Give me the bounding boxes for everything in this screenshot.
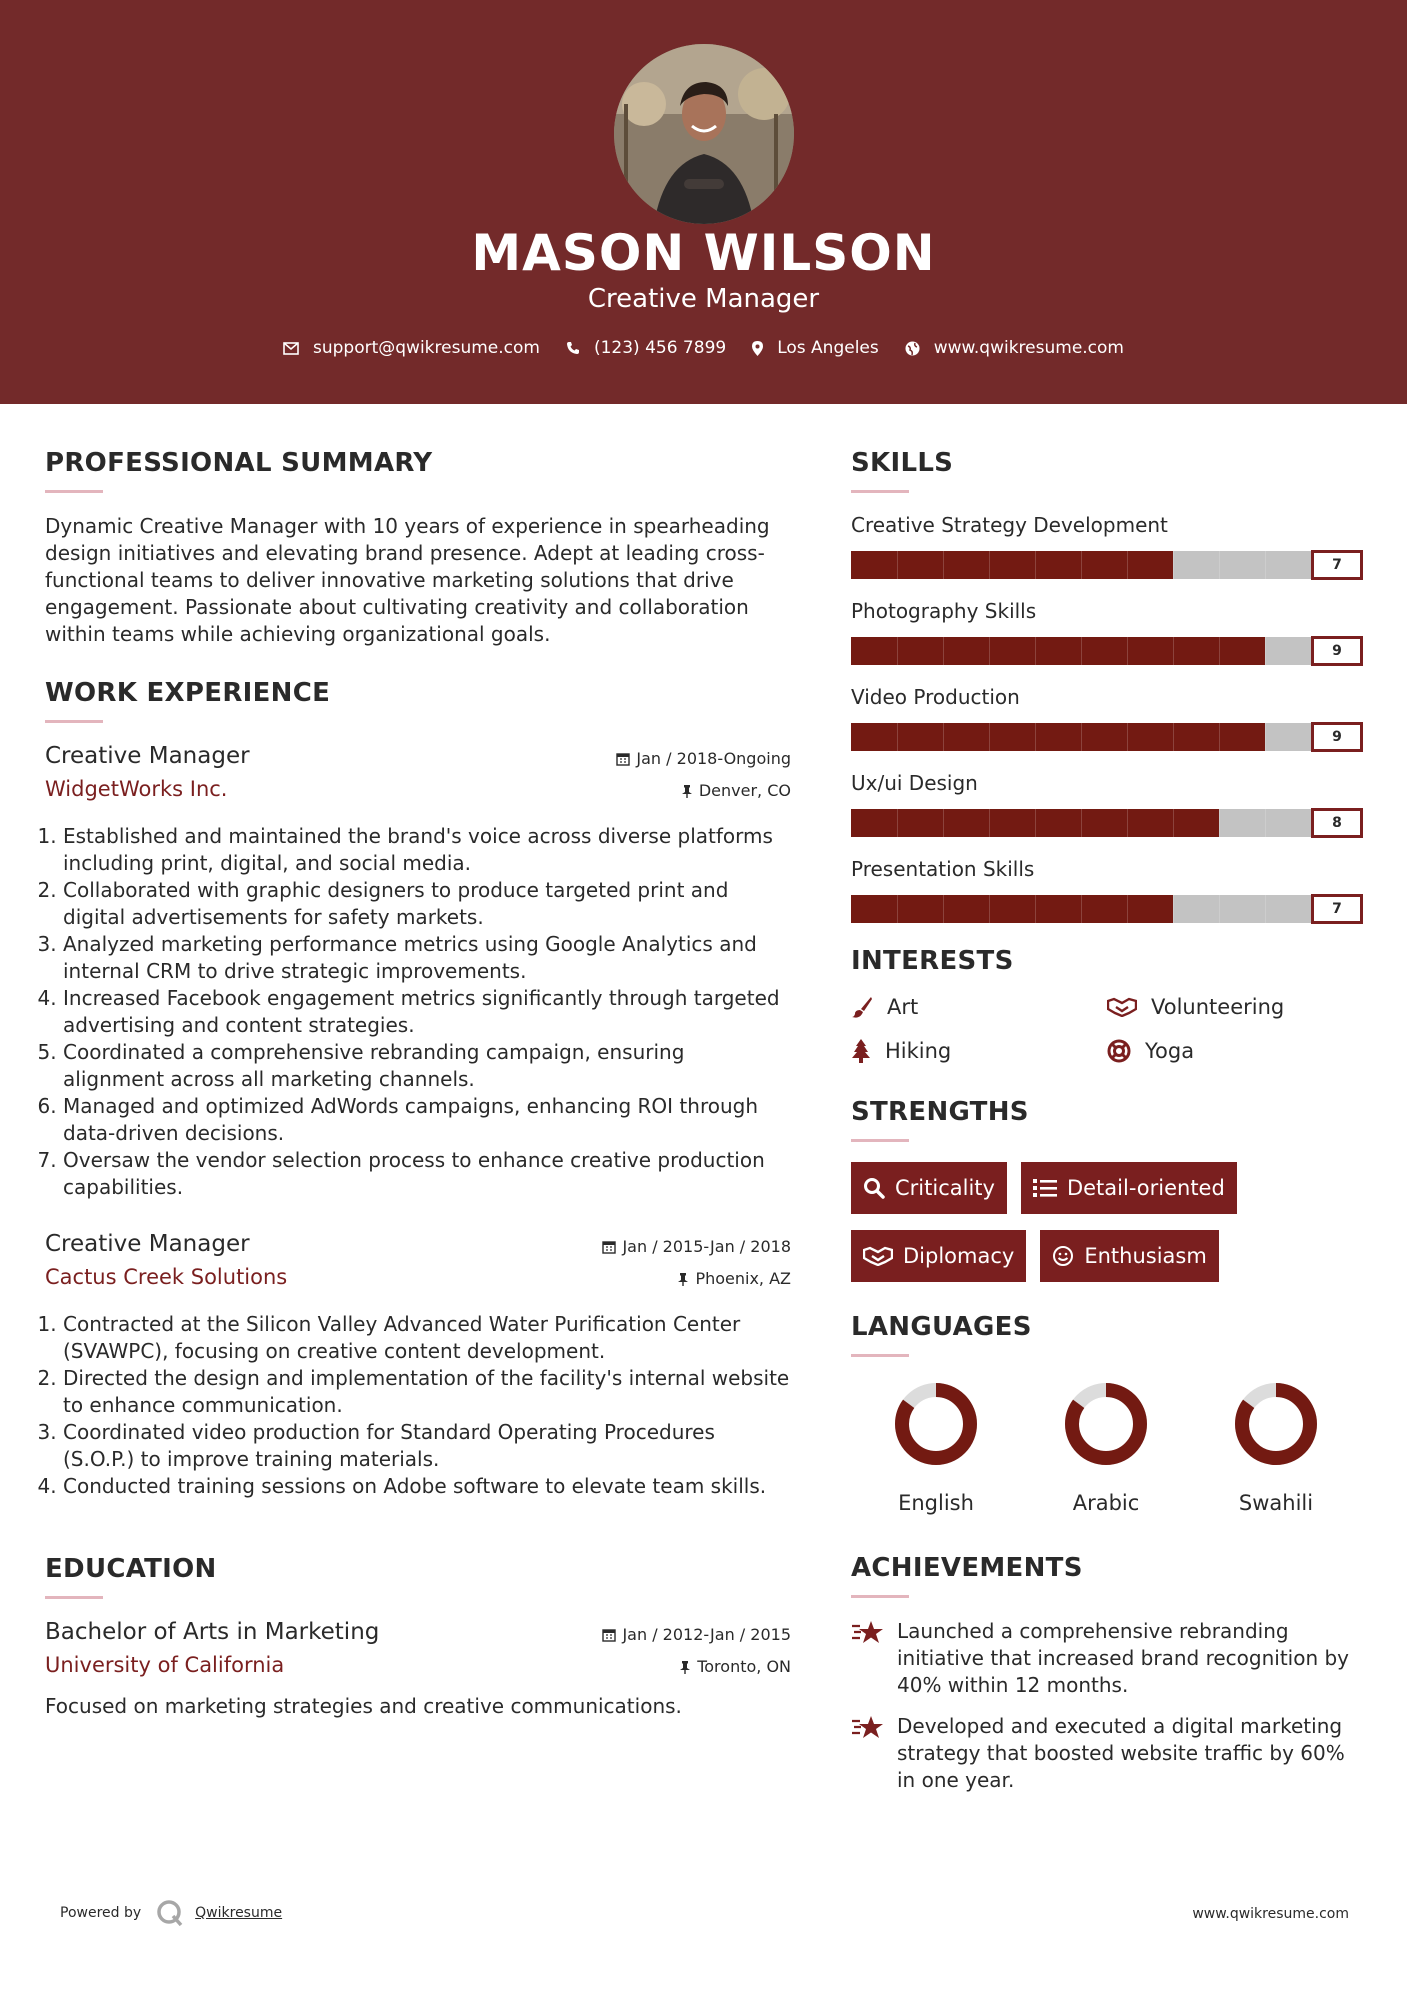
achievement-item — [851, 1713, 1365, 1794]
job-location — [602, 1263, 791, 1295]
skills-section — [851, 448, 1365, 924]
job-duty: 3. Coordinated video production for Standard Operating Procedures (S.O.P.) to improve training materials. — [63, 1419, 791, 1473]
strength-tag — [851, 1162, 1007, 1214]
education-title: EDUCATION — [45, 1554, 217, 1584]
candidate-role: Creative Manager — [587, 284, 820, 314]
job-duty: 3. Analyzed marketing performance metrics using Google Analytics and internal CRM to drive strategic improvements. — [63, 931, 791, 985]
skill-bar-divider — [943, 895, 944, 923]
experience-section — [45, 678, 791, 1500]
star-icon — [851, 1715, 885, 1741]
summary-text: Dynamic Creative Manager with 10 years of experience in spearheading design initiatives and elevating brand presence. Adept at leading cross-functional teams to deliver innovative marketing solutions that drive engagement. Passionate about cultivating creativity and collaboration within teams while achieving organizational goals. — [45, 514, 770, 646]
skill-bar-track — [851, 895, 1311, 923]
location-pin-icon — [752, 341, 763, 356]
skill-bar-divider — [1035, 809, 1036, 837]
job-location-text: Phoenix, AZ — [695, 1269, 791, 1288]
skill-bar — [851, 808, 1365, 838]
job-entry — [45, 743, 791, 1201]
languages-title: LANGUAGES — [851, 1312, 1032, 1342]
experience-title: WORK EXPERIENCE — [45, 678, 331, 708]
section-underline — [45, 720, 103, 723]
language-label: English — [898, 1491, 974, 1515]
pushpin-icon — [677, 1272, 689, 1286]
strength-tag — [1021, 1162, 1237, 1214]
contact-website[interactable] — [905, 338, 1124, 358]
job-duty: 1. Established and maintained the brand's voice across diverse platforms including print, digital, and social media. — [63, 823, 791, 877]
education-location-text: Toronto, ON — [697, 1657, 791, 1676]
education-text: Focused on marketing strategies and creative communications. — [45, 1694, 682, 1718]
strength-label: Enthusiasm — [1084, 1244, 1207, 1268]
paintbrush-icon — [851, 996, 873, 1018]
skill-bar-divider — [943, 637, 944, 665]
skill-item — [851, 513, 1365, 580]
skill-name: Video Production — [851, 685, 1020, 709]
skill-bar-divider — [1265, 723, 1266, 751]
search-icon — [863, 1177, 885, 1199]
skill-bar-divider — [1035, 551, 1036, 579]
tree-icon — [851, 1039, 871, 1063]
skill-bar-divider — [1081, 637, 1082, 665]
language-label: Swahili — [1238, 1491, 1314, 1515]
strengths-title: STRENGTHS — [851, 1097, 1029, 1127]
skill-bar-divider — [1173, 809, 1174, 837]
skill-bar-divider — [1127, 551, 1128, 579]
strengths-section — [851, 1097, 1365, 1282]
skill-bar-track — [851, 637, 1311, 665]
powered-by-label: Powered by — [60, 1905, 142, 1921]
interest-item — [1107, 995, 1363, 1019]
skill-bar-divider — [897, 895, 898, 923]
skill-bar-divider — [1173, 895, 1174, 923]
skill-bar-divider — [1127, 895, 1128, 923]
job-entry — [45, 1231, 791, 1500]
skill-bar-divider — [1219, 637, 1220, 665]
job-dates — [602, 1231, 791, 1263]
language-donut — [1061, 1379, 1151, 1469]
skill-bar-fill — [851, 637, 1265, 665]
job-duty: 7. Oversaw the vendor selection process to enhance creative production capabilities. — [63, 1147, 791, 1201]
contact-phone[interactable] — [566, 338, 726, 358]
strength-tag — [851, 1230, 1026, 1282]
job-duty: 5. Coordinated a comprehensive rebranding campaign, ensuring alignment across all marketing channels. — [63, 1039, 791, 1093]
interest-item — [1107, 1039, 1363, 1063]
interest-item — [851, 1039, 1107, 1063]
envelope-icon — [283, 342, 299, 355]
education-section — [45, 1554, 791, 1720]
skill-bar-divider — [1035, 895, 1036, 923]
skills-title: SKILLS — [851, 448, 954, 478]
education-location — [602, 1651, 791, 1683]
section-underline — [851, 1595, 909, 1598]
section-underline — [45, 1596, 103, 1599]
skill-bar-divider — [897, 551, 898, 579]
skill-bar-divider — [1173, 551, 1174, 579]
job-duty: 4. Conducted training sessions on Adobe software to elevate team skills. — [63, 1473, 791, 1500]
skill-bar-track — [851, 551, 1311, 579]
right-column — [851, 448, 1365, 1808]
skill-bar-fill — [851, 723, 1265, 751]
school-name: University of California — [45, 1653, 285, 1677]
language-label: Arabic — [1072, 1491, 1140, 1515]
strength-tag — [1040, 1230, 1218, 1282]
skill-bar-divider — [1219, 895, 1220, 923]
interest-label: Volunteering — [1151, 995, 1285, 1019]
skill-bar-divider — [1265, 637, 1266, 665]
skill-bar-divider — [1173, 723, 1174, 751]
education-dates-text: Jan / 2012-Jan / 2015 — [622, 1625, 791, 1644]
languages-list — [851, 1379, 1365, 1515]
contact-website-text: www.qwikresume.com — [933, 338, 1124, 358]
skill-bar-divider — [1219, 723, 1220, 751]
skill-bar-divider — [897, 723, 898, 751]
globe-icon — [905, 341, 920, 356]
interest-item — [851, 995, 1107, 1019]
interests-grid — [851, 995, 1365, 1063]
qwikresume-link[interactable]: Qwikresume — [195, 1905, 283, 1921]
skill-bar-divider — [1219, 809, 1220, 837]
interest-label: Art — [887, 995, 919, 1019]
skill-bar-divider — [989, 723, 990, 751]
languages-section — [851, 1312, 1365, 1515]
skill-bar-divider — [1081, 895, 1082, 923]
skill-bar — [851, 722, 1365, 752]
calendar-icon — [602, 1240, 616, 1254]
skill-bar-fill — [851, 551, 1173, 579]
life-ring-icon — [1107, 1039, 1131, 1063]
summary-title: PROFESSIONAL SUMMARY — [45, 448, 433, 478]
job-company: WidgetWorks Inc. — [45, 777, 228, 801]
pushpin-icon — [679, 1660, 691, 1674]
skill-bar-track — [851, 723, 1311, 751]
strength-label: Diplomacy — [903, 1244, 1015, 1268]
skill-bar-divider — [1127, 723, 1128, 751]
section-underline — [45, 490, 103, 493]
job-duties — [45, 1311, 791, 1500]
list-icon — [1033, 1178, 1057, 1198]
skill-bar-divider — [1265, 809, 1266, 837]
skill-bar-divider — [1081, 551, 1082, 579]
skill-bar-divider — [1219, 551, 1220, 579]
interests-title: INTERESTS — [851, 946, 1014, 976]
achievement-text: Launched a comprehensive rebranding initiative that increased brand recognition by 40% within 12 months. — [897, 1619, 1350, 1697]
handshake-icon — [863, 1246, 893, 1266]
skill-bar-divider — [1265, 551, 1266, 579]
job-title: Creative Manager — [45, 1231, 250, 1257]
skill-name: Presentation Skills — [851, 857, 1035, 881]
skill-bar-divider — [1081, 723, 1082, 751]
degree-title: Bachelor of Arts in Marketing — [45, 1619, 380, 1645]
profile-photo-image — [614, 44, 794, 224]
section-underline — [851, 490, 909, 493]
skill-item — [851, 857, 1365, 924]
achievement-item — [851, 1618, 1365, 1699]
interest-label: Yoga — [1145, 1039, 1195, 1063]
skill-bar-divider — [897, 637, 898, 665]
education-dates — [602, 1619, 791, 1651]
skill-bar-divider — [943, 809, 944, 837]
profile-photo — [614, 44, 794, 224]
skill-level-badge: 9 — [1311, 722, 1363, 752]
skill-bar-divider — [897, 809, 898, 837]
achievement-text: Developed and executed a digital marketing strategy that boosted website traffic by 60% in one year. — [897, 1714, 1345, 1792]
language-item — [1021, 1379, 1191, 1515]
contact-email-text: support@qwikresume.com — [313, 338, 540, 358]
skill-bar-divider — [943, 551, 944, 579]
job-duty: 4. Increased Facebook engagement metrics significantly through targeted advertising and content strategies. — [63, 985, 791, 1039]
skill-bar-divider — [1035, 723, 1036, 751]
phone-icon — [566, 341, 580, 355]
skill-bar — [851, 550, 1365, 580]
skill-name: Creative Strategy Development — [851, 513, 1168, 537]
skill-bar — [851, 636, 1365, 666]
language-item — [1191, 1379, 1361, 1515]
contact-location-text: Los Angeles — [777, 338, 879, 358]
job-company: Cactus Creek Solutions — [45, 1265, 288, 1289]
summary-section — [45, 448, 791, 648]
section-underline — [851, 1139, 909, 1142]
interests-section — [851, 946, 1365, 1063]
calendar-icon — [616, 752, 630, 766]
qwikresume-logo-icon — [155, 1898, 185, 1928]
job-duty: 6. Managed and optimized AdWords campaigns, enhancing ROI through data-driven decisions. — [63, 1093, 791, 1147]
language-item — [851, 1379, 1021, 1515]
language-donut — [891, 1379, 981, 1469]
job-dates-text: Jan / 2015-Jan / 2018 — [622, 1237, 791, 1256]
skill-item — [851, 771, 1365, 838]
job-dates — [616, 743, 791, 775]
language-donut — [1231, 1379, 1321, 1469]
footer-website[interactable]: www.qwikresume.com — [1192, 1906, 1349, 1922]
skill-bar — [851, 894, 1365, 924]
footer-branding — [60, 1898, 282, 1928]
section-underline — [851, 1354, 909, 1357]
strength-label: Criticality — [895, 1176, 995, 1200]
skill-item — [851, 685, 1365, 752]
contact-phone-text: (123) 456 7899 — [593, 338, 727, 358]
job-location — [616, 775, 791, 807]
job-duty: 2. Directed the design and implementation of the facility's internal website to enhance communication. — [63, 1365, 791, 1419]
skill-bar-divider — [989, 637, 990, 665]
skill-bar-divider — [989, 551, 990, 579]
job-dates-text: Jan / 2018-Ongoing — [636, 749, 791, 768]
strength-label: Detail-oriented — [1066, 1176, 1225, 1200]
calendar-icon — [602, 1628, 616, 1642]
skill-name: Ux/ui Design — [851, 771, 978, 795]
left-column — [45, 448, 791, 1720]
skill-bar-divider — [1173, 637, 1174, 665]
job-duty: 2. Collaborated with graphic designers to produce targeted print and digital advertisements for safety markets. — [63, 877, 791, 931]
skill-level-badge: 8 — [1311, 808, 1363, 838]
job-title: Creative Manager — [45, 743, 250, 769]
skill-name: Photography Skills — [851, 599, 1037, 623]
pushpin-icon — [681, 784, 693, 798]
candidate-name: MASON WILSON — [471, 224, 936, 282]
skill-bar-divider — [989, 895, 990, 923]
skill-item — [851, 599, 1365, 666]
skill-bar-divider — [1127, 637, 1128, 665]
job-duty: 1. Contracted at the Silicon Valley Advanced Water Purification Center (SVAWPC), focusing on creative content development. — [63, 1311, 791, 1365]
skill-bar-divider — [1081, 809, 1082, 837]
achievements-title: ACHIEVEMENTS — [851, 1553, 1083, 1583]
smile-icon — [1052, 1245, 1074, 1267]
resume-header — [0, 0, 1407, 404]
contact-bar — [0, 338, 1407, 358]
job-duties — [45, 823, 791, 1201]
contact-location — [752, 338, 879, 358]
skills-list — [851, 513, 1365, 924]
achievements-section — [851, 1553, 1365, 1794]
skill-level-badge: 7 — [1311, 550, 1363, 580]
skill-bar-divider — [1035, 637, 1036, 665]
star-icon — [851, 1620, 885, 1646]
job-location-text: Denver, CO — [698, 781, 791, 800]
strengths-list — [851, 1162, 1365, 1282]
interest-label: Hiking — [885, 1039, 952, 1063]
contact-email[interactable] — [283, 338, 540, 358]
skill-bar-divider — [1127, 809, 1128, 837]
skill-bar-divider — [943, 723, 944, 751]
skill-bar-track — [851, 809, 1311, 837]
skill-level-badge: 7 — [1311, 894, 1363, 924]
handshake-icon — [1107, 997, 1137, 1017]
skill-bar-fill — [851, 895, 1173, 923]
skill-level-badge: 9 — [1311, 636, 1363, 666]
skill-bar-divider — [1265, 895, 1266, 923]
skill-bar-divider — [989, 809, 990, 837]
